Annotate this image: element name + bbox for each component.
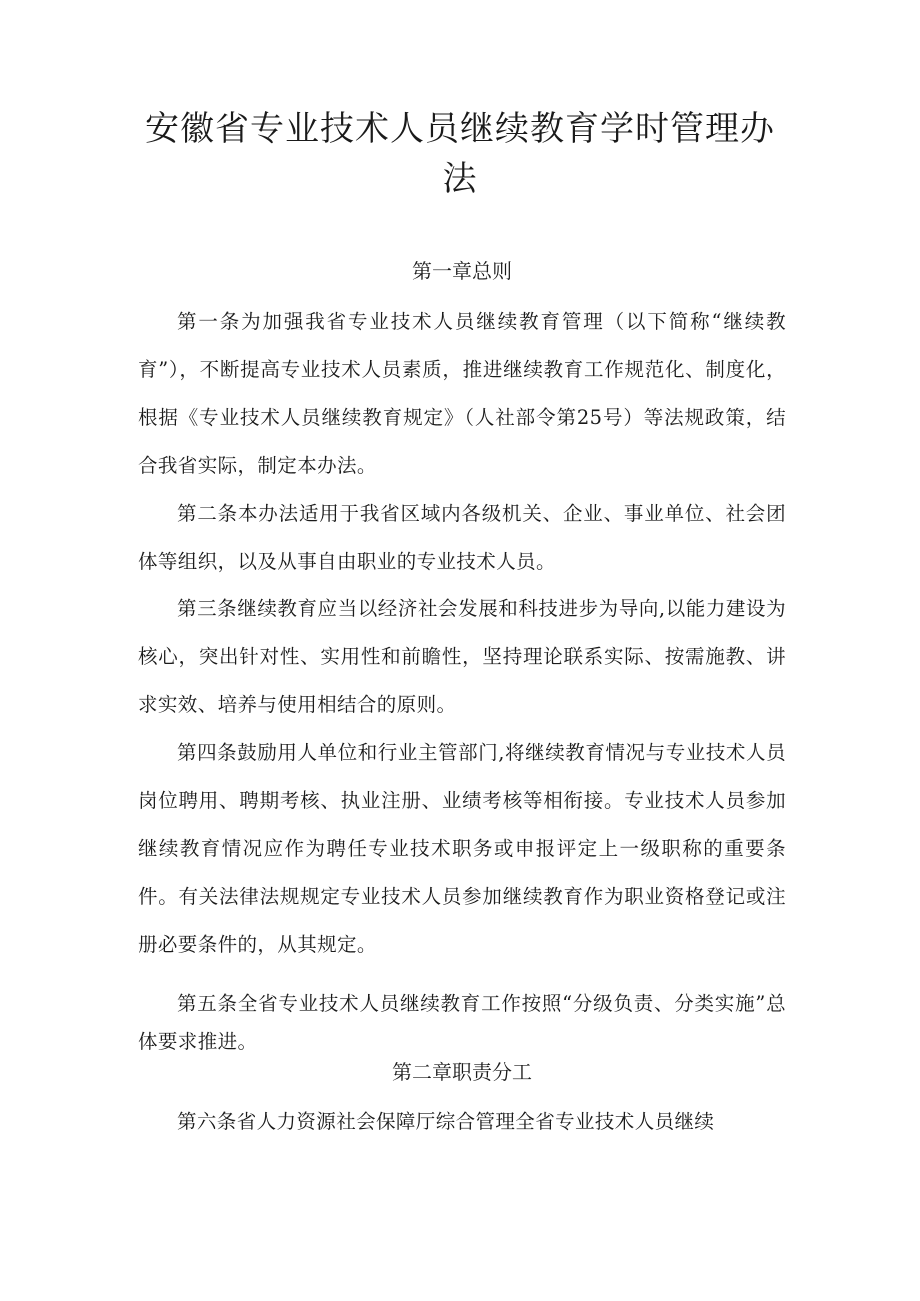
article-paragraph: 第二条本办法适用于我省区域内各级机关、企业、事业单位、社会团体等组织，以及从事自由职业的专业技术人员。	[138, 502, 786, 573]
article-paragraph: 第三条继续教育应当以经济社会发展和科技进步为导向,以能力建设为核心，突出针对性、实用性和前瞻性，坚持理论联系实际、按需施教、讲求实效、培养与使用相结合的原则。	[138, 597, 786, 716]
article-paragraph: 第六条省人力资源社会保障厅综合管理全省专业技术人员继续	[177, 1110, 715, 1133]
chapter-heading: 第一章总则	[412, 259, 512, 283]
document-title: 安徽省专业技术人员继续教育学时管理办法	[145, 109, 775, 199]
chapter-heading: 第二章职责分工	[392, 1060, 532, 1084]
article-paragraph: 第一条为加强我省专业技术人员继续教育管理（以下简称“继续教育”），不断提高专业技术人员素质，推进继续教育工作规范化、制度化，根据《专业技术人员继续教育规定》（人社部令第25号）等法规政策，结合我省实际，制定本办法。	[138, 310, 786, 477]
article-paragraph: 第五条全省专业技术人员继续教育工作按照“分级负责、分类实施”总体要求推进。	[138, 992, 786, 1053]
article-paragraph: 第四条鼓励用人单位和行业主管部门,将继续教育情况与专业技术人员岗位聘用、聘期考核、执业注册、业绩考核等相衔接。专业技术人员参加继续教育情况应作为聘任专业技术职务或申报评定上一级职称的重要条件。有关法律法规规定专业技术人员参加继续教育作为职业资格登记或注册必要条件的，从其规定。	[138, 741, 786, 956]
